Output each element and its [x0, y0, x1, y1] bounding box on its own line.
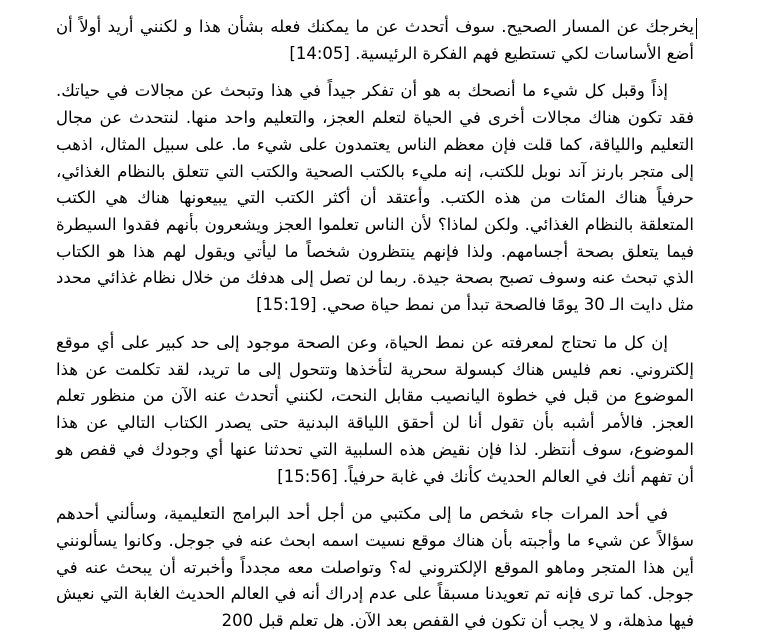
paragraph: في أحد المرات جاء شخص ما إلى مكتبي من أجل أحد البرامج التعليمية، وسألني أحدهم سؤالاً عن شيء ما وأجبته بأن هناك موقع نسيت اسمه ابحث عنه في جوجل. وكانوا يسألونني أين هذا المتجر وماهو الموقع الإلكتروني له؟ وتواصلت معه مجدداً وأخبرته أن يبحث عنه في جوجل. كما ترى فإنه تم تعويدنا مسبقاً على عدم إدراك أنه في العالم الحديث الغابة التي نعيش فيها مذهلة، و لا يجب أن تكون في القفص بعد الآن. هل تعلم قبل 200	[56, 504, 694, 631]
paragraph: إن كل ما تحتاج لمعرفته عن نمط الحياة، وعن الصحة موجود إلى حد كبير على أي موقع إلكتروني. نعم فليس هناك كبسولة سحرية لتأخذها وتتحول إلى ما تريد، لقد تكلمت عن هذا الموضوع من قبل في خطوة اليانصيب مقابل النحت، لكنني أتحدث عنه الآن من منظور تعلم العجز. فالأمر أشبه بأن تقول أنا لن أحقق اللياقة البدنية حتى يصدر الكتاب التالي عن هذا الموضوع، سوف أنتظر. لذا فإن نقيض هذه السلبية التي تحدثنا عنها أي وجودك في قفص هو أن تفهم أنك في العالم الحديث كأنك في غابة حرفياً. [15:56]	[56, 332, 694, 486]
paragraph: يخرجك عن المسار الصحيح. سوف أتحدث عن ما يمكنك فعله بشأن هذا و لكنني أريد أولاً أن أضع الأساسات لكي تستطيع فهم الفكرة الرئيسية. [14:05]	[56, 17, 694, 63]
document-body[interactable]	[56, 14, 694, 635]
paragraph: إذاً وقبل كل شيء ما أنصحك به هو أن تفكر جيداً في هذا وتبحث عن مجالات في حياتك. فقد تكون هناك مجالات أخرى في الحياة لتعلم العجز، والتعليم واحد منها. لنتحدث عن مجال التعليم واللياقة، كما قلت فإن معظم الناس يعتمدون على شيء ما. على سبيل المثال، اذهب إلى متجر بارنز آند نوبل للكتب، إنه مليء بالكتب الصحية والكتب التي تتعلق بالنظام الغذائي، حرفياً هناك المئات من هذه الكتب. وأعتقد أن أكثر الكتب التي يبيعونها هناك هي الكتب المتعلقة بالنظام الغذائي. ولكن لماذا؟ لأن الناس تعلموا العجز ويشعرون بأنهم فقدوا السيطرة فيما يتعلق بصحة أجسامهم. ولذا فإنهم ينتظرون شخصاً ما ليأتي ويقول لهم هذا هو الكتاب الذي تبحث عنه وسوف تصبح بصحة جيدة. ربما لن تصل إلى هدفك من خلال نظام غذائي محدد مثل دايت الـ 30 يومًا فالصحة تبدأ من نمط حياة صحي. [15:19]	[56, 81, 694, 315]
text-caret	[696, 18, 698, 39]
